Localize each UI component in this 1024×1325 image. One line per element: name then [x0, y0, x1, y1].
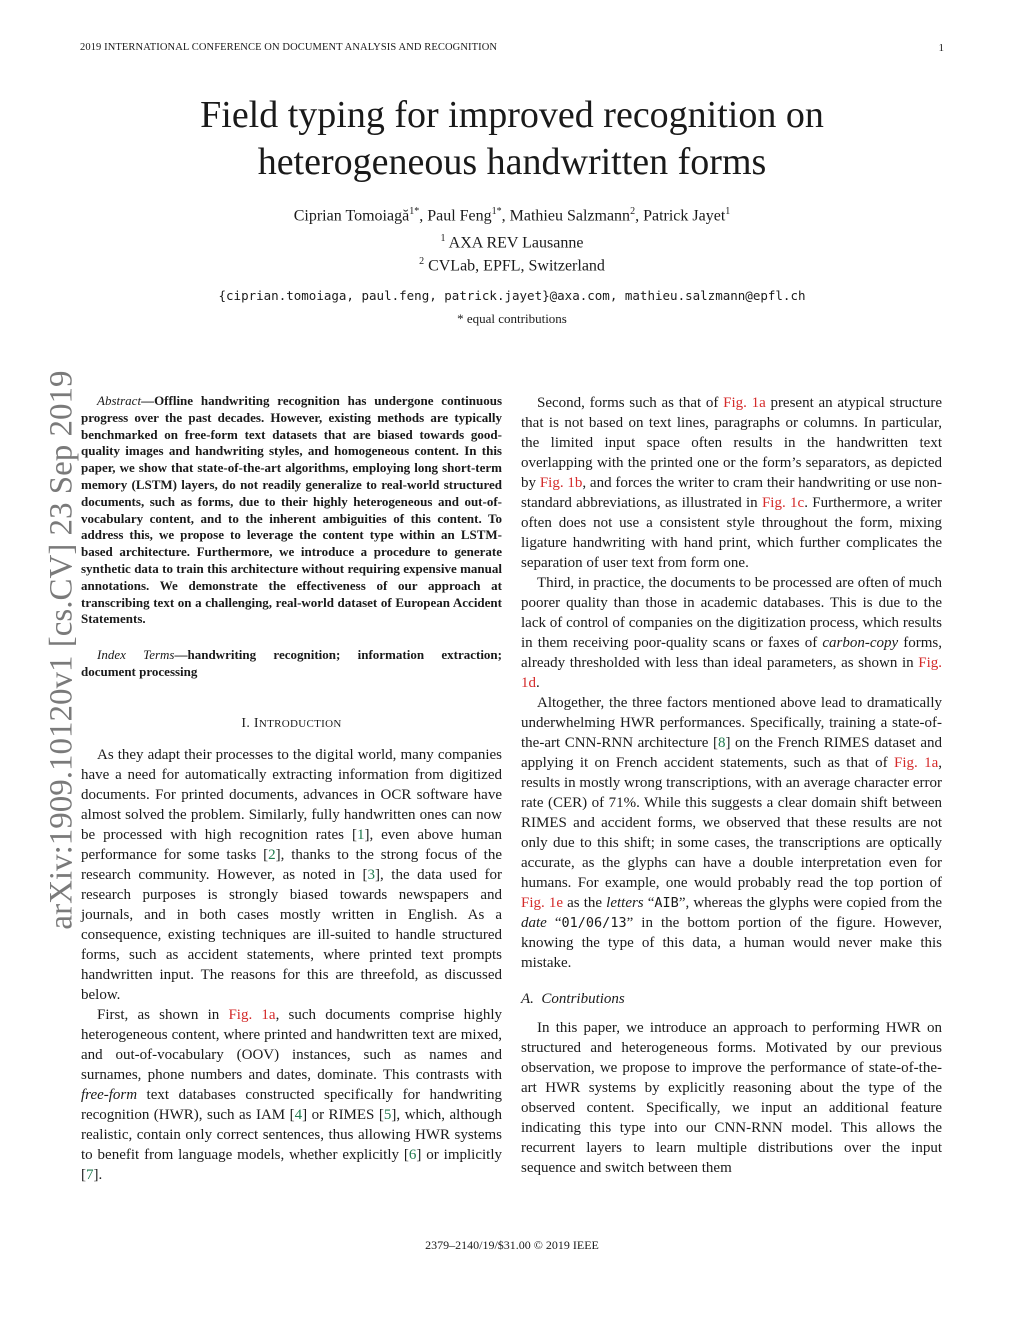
left-column	[81, 393, 502, 1185]
paragraph: First, as shown in Fig. 1a, such documents comprise highly heterogeneous content, where printed and handwritten text are mixed, and out-of-vocabulary (OOV) instances, such as names and surnames, phone numbers and dates, dominate. This contrasts with free-form text databases constructed specifically for handwriting recognition (HWR), such as IAM [4] or RIMES [5], which, although realistic, contain only correct sentences, thus allowing HWR systems to benefit from language models, whether explicitly [6] or implicitly [7].	[81, 1006, 502, 1183]
figure-link[interactable]: Fig. 1a	[893, 755, 939, 771]
author-name: Ciprian Tomoiagă	[293, 207, 410, 225]
citation-link[interactable]: 4	[294, 1106, 303, 1123]
author-name: Paul Feng	[427, 207, 492, 225]
paragraph: Altogether, the three factors mentioned above lead to dramatically underwhelming HWR performances. Specifically, training a state-of-the-art CNN-RNN architecture [8] on the French RIMES dataset and applying it on French accident statements, such as that of Fig. 1a, results in mostly wrong transcriptions, with an average character error rate (CER) of 71%. While this suggests a clear domain shift between RIMES and accident forms, we observed that these results are not only due to this shift; in some cases, the transcriptions are optically accurate, as the glyphs can have a double interpretation even for humans. For example, one would probably read the top portion of Fig. 1e as the letters “AIB”, whereas the glyphs were copied from the date “01/06/13” in the bottom portion of the figure. However, knowing the type of this data, a human would never make this mistake.	[521, 695, 942, 971]
author-name: Patrick Jayet	[643, 207, 726, 225]
section-heading-introduction: I. INTRODUCTION	[241, 715, 342, 731]
figure-link[interactable]: Fig. 1c	[761, 495, 805, 511]
figure-link[interactable]: Fig. 1e	[521, 895, 564, 911]
abstract-label: Abstract	[97, 393, 142, 408]
citation-link[interactable]: 1	[356, 826, 365, 843]
author-list: Ciprian Tomoiagă$^{1*}$, Paul Feng$^{1*}$, Mathieu Salzmann$^2$, Patrick Jayet$^1$	[293, 206, 731, 225]
abstract-text: Offline handwriting recognition has undergone continuous progress over the past decades. However, existing methods are typically benchmarked on free-form text datasets that are biased towards good-quality images and handwriting styles, and homogeneous content. In this paper, we show that state-of-the-art algorithms, employing long short-term memory (LSTM) layers, do not readily generalize to real-world structured documents, such as forms, due to their highly heterogeneous and out-of-vocabulary content, and to the inherent ambiguities of this content. To address this, we propose to leverage the content type within an LSTM-based architecture. Furthermore, we introduce a procedure to generate synthetic data to train this architecture without requiring expensive manual annotations. We demonstrate the effectiveness of our approach at transcribing text on a challenging, real-world dataset of European Accident Statements.	[81, 393, 502, 627]
citation-link[interactable]: 6	[408, 1146, 417, 1163]
inline-code: AIB	[654, 895, 679, 911]
citation-link[interactable]: 7	[86, 1166, 94, 1183]
index-terms-label: Index Terms	[97, 647, 175, 663]
affiliation: $^2$ CVLab, EPFL, Switzerland	[419, 256, 605, 275]
running-header: 2019 INTERNATIONAL CONFERENCE ON DOCUMENT ANALYSIS AND RECOGNITION	[80, 42, 498, 53]
paragraph: In this paper, we introduce an approach to performing HWR on structured and heterogeneous forms. Motivated by our previous observation, we propose to improve the performance of state-of-the-art HWR systems by explicitly reasoning about the type of the observed content. Specifically, we input an additional feature indicating this type into our CNN-RNN model. This allows the recurrent layers to learn multiple distributions over the input sequence and switch between them	[521, 1020, 942, 1176]
citation-link[interactable]: 2	[268, 846, 276, 863]
abstract: Abstract—Offline handwriting recognition has undergone continuous progress over the past decades. However, existing methods are typically benchmarked on free-form text datasets that are biased towards good-quality images and handwriting styles, and homogeneous content. In this paper, we show that state-of-the-art algorithms, employing long short-term memory (LSTM) layers, do not readily generalize to real-world structured documents, such as forms, due to their highly heterogeneous and out-of-vocabulary content, and to the inherent ambiguities of this content. To address this, we propose to leverage the content type within an LSTM-based architecture. Furthermore, we introduce a procedure to generate synthetic data to train this architecture without requiring expensive manual annotations. We demonstrate the effectiveness of our approach at transcribing text on a challenging, real-world dataset of European Accident Statements.	[81, 393, 502, 627]
paragraph: Second, forms such as that of Fig. 1a present an atypical structure that is not based on text lines, paragraphs or columns. In particular, the limited input space often results in the handwritten text overlapping with the printed one or the form’s separators, as depicted by Fig. 1b, and forces the writer to cram their handwriting or use non-standard abbreviations, as illustrated in Fig. 1c. Furthermore, a writer often does not use a consistent style throughout the form, mixing ligature handwriting with hand print, which further complicates the separation of user text from form one.	[521, 395, 943, 571]
title-line-1: Field typing for improved recognition on	[200, 94, 824, 136]
author-affiliation-mark: 1*	[409, 206, 420, 217]
author-emails: {ciprian.tomoiaga, paul.feng, patrick.jayet}@axa.com, mathieu.salzmann@epfl.ch	[218, 288, 806, 303]
citation-link[interactable]: 8	[717, 735, 726, 751]
inline-code: 01/06/13	[561, 915, 627, 931]
copyright-footer: 2379–2140/19/$31.00 © 2019 IEEE	[425, 1238, 599, 1252]
figure-link[interactable]: Fig. 1d	[521, 655, 942, 691]
equal-contribution-note: * equal contributions	[457, 311, 567, 326]
paper-title	[0, 92, 1024, 186]
figure-link[interactable]: Fig. 1a	[723, 395, 766, 411]
affiliation: $^1$ AXA REV Lausanne	[440, 233, 584, 252]
index-terms-text: handwriting recognition; information extraction; document processing	[81, 647, 502, 679]
index-terms: Index Terms—handwriting recognition; information extraction; document processing	[81, 647, 502, 679]
citation-link[interactable]: 3	[367, 866, 376, 883]
figure-link[interactable]: Fig. 1b	[539, 475, 583, 491]
author-affiliation-mark: 1*	[491, 206, 502, 217]
citation-link[interactable]: 5	[383, 1106, 392, 1123]
arxiv-stamp[interactable]: arXiv:1909.10120v1 [cs.CV] 23 Sep 2019	[43, 370, 80, 930]
title-line-2: heterogeneous handwritten forms	[257, 141, 767, 183]
right-column	[521, 393, 942, 1178]
subsection-heading-contributions: A. Contributions	[521, 991, 625, 1007]
author-affiliation-mark: 1	[725, 206, 731, 217]
figure-link[interactable]: Fig. 1a	[228, 1006, 276, 1023]
author-name: Mathieu Salzmann	[509, 207, 631, 225]
paragraph: Third, in practice, the documents to be processed are often of much poorer quality than those in academic databases. This is due to the lack of control of companies on the digitization process, which results in them receiving poor-quality scans or faxes of carbon-copy forms, already thresholded with less than ideal parameters, as shown in Fig. 1d.	[521, 575, 942, 691]
author-affiliation-mark: 2	[630, 206, 636, 217]
paragraph: As they adapt their processes to the digital world, many companies have a need for automatically extracting information from digitized documents. For printed documents, advances in OCR software have almost solved the problem. Similarly, fully handwritten ones can now be processed with high recognition rates [1], even above human performance for some tasks [2], thanks to the strong focus of the research community. However, as noted in [3], the data used for research purposes is strongly biased towards newspapers and journals, and in both cases mostly written in English. As a consequence, existing techniques are ill-suited to handle structured forms, such as accident statements, where printed text prompts handwritten input. The reasons for this are threefold, as discussed below.	[81, 746, 502, 1003]
page-number: 1	[938, 42, 944, 54]
